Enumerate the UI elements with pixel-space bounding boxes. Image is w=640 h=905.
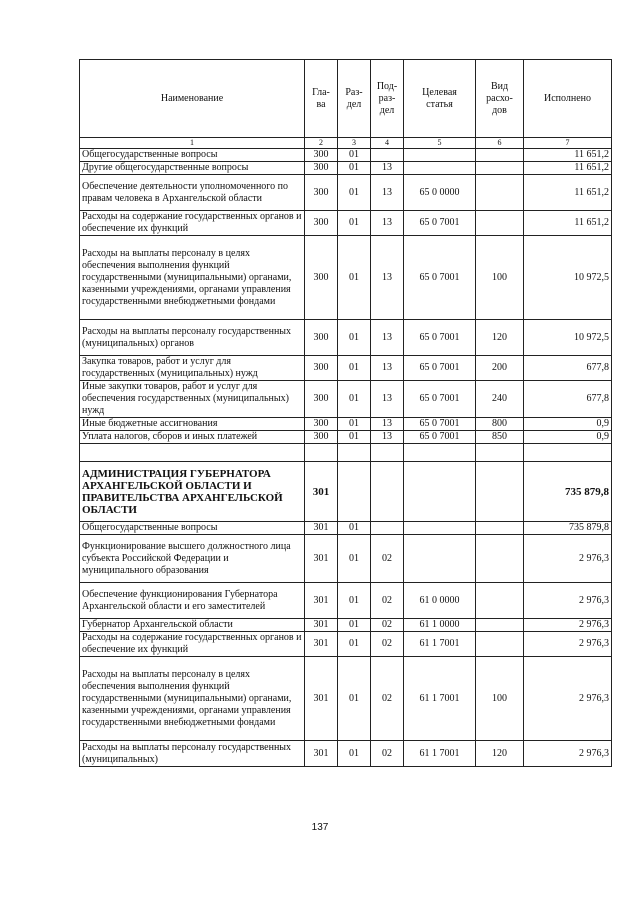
row-glava: 300 (305, 418, 338, 431)
row-razdel: 01 (338, 431, 371, 444)
row-name: Общегосударственные вопросы (80, 149, 305, 162)
row-celevaya: 65 0 7001 (404, 320, 476, 356)
row-glava: 301 (305, 741, 338, 767)
row-razdel: 01 (338, 320, 371, 356)
column-number: 5 (404, 138, 476, 149)
column-number: 6 (476, 138, 524, 149)
row-podrazdel: 13 (371, 381, 404, 418)
row-value: 11 651,2 (524, 162, 612, 175)
row-value (524, 444, 612, 462)
table-row (80, 162, 612, 175)
row-podrazdel: 02 (371, 583, 404, 619)
row-vid: 100 (476, 236, 524, 320)
row-glava: 301 (305, 632, 338, 657)
row-value: 10 972,5 (524, 236, 612, 320)
row-value: 735 879,8 (524, 462, 612, 522)
row-value: 11 651,2 (524, 149, 612, 162)
row-podrazdel (371, 462, 404, 522)
table-row (80, 418, 612, 431)
row-value: 0,9 (524, 431, 612, 444)
column-number: 7 (524, 138, 612, 149)
row-celevaya (404, 522, 476, 535)
row-name (80, 444, 305, 462)
row-name: Расходы на выплаты персоналу государственных (муниципальных) органов (80, 320, 305, 356)
row-vid: 120 (476, 741, 524, 767)
row-podrazdel (371, 522, 404, 535)
row-podrazdel: 13 (371, 162, 404, 175)
row-glava: 300 (305, 211, 338, 236)
row-podrazdel: 02 (371, 741, 404, 767)
row-podrazdel: 02 (371, 535, 404, 583)
row-value: 2 976,3 (524, 535, 612, 583)
row-razdel: 01 (338, 657, 371, 741)
table-row (80, 583, 612, 619)
row-value: 2 976,3 (524, 583, 612, 619)
row-value: 735 879,8 (524, 522, 612, 535)
table-row (80, 356, 612, 381)
row-celevaya: 65 0 7001 (404, 211, 476, 236)
row-razdel: 01 (338, 741, 371, 767)
row-vid (476, 444, 524, 462)
row-glava: 301 (305, 535, 338, 583)
header-name: Наименование (80, 60, 305, 138)
row-glava: 301 (305, 522, 338, 535)
row-name: Расходы на содержание государственных органов и обеспечение их функций (80, 632, 305, 657)
row-vid (476, 632, 524, 657)
row-celevaya (404, 444, 476, 462)
row-name: Обеспечение функционирования Губернатора Архангельской области и его заместителей (80, 583, 305, 619)
header-razdel: Раз- дел (338, 60, 371, 138)
table-row (80, 381, 612, 418)
row-celevaya (404, 535, 476, 583)
row-vid (476, 462, 524, 522)
row-vid: 200 (476, 356, 524, 381)
row-razdel: 01 (338, 418, 371, 431)
table-row (80, 619, 612, 632)
row-razdel (338, 444, 371, 462)
row-glava: 300 (305, 381, 338, 418)
row-podrazdel: 02 (371, 632, 404, 657)
header-ispolneno: Исполнено (524, 60, 612, 138)
row-celevaya: 65 0 7001 (404, 418, 476, 431)
table-row (80, 236, 612, 320)
row-value: 2 976,3 (524, 741, 612, 767)
row-vid: 100 (476, 657, 524, 741)
row-name: АДМИНИСТРАЦИЯ ГУБЕРНАТОРА АРХАНГЕЛЬСКОЙ ОБЛАСТИ И ПРАВИТЕЛЬСТВА АРХАНГЕЛЬСКОЙ ОБЛАСТИ (80, 462, 305, 522)
row-razdel: 01 (338, 632, 371, 657)
row-value: 2 976,3 (524, 657, 612, 741)
row-razdel: 01 (338, 522, 371, 535)
row-podrazdel (371, 149, 404, 162)
row-vid (476, 175, 524, 211)
column-number: 3 (338, 138, 371, 149)
row-name: Уплата налогов, сборов и иных платежей (80, 431, 305, 444)
row-glava: 301 (305, 462, 338, 522)
row-vid (476, 522, 524, 535)
row-celevaya: 65 0 7001 (404, 356, 476, 381)
header-podrazdel: Под- раз- дел (371, 60, 404, 138)
row-celevaya (404, 149, 476, 162)
row-vid: 240 (476, 381, 524, 418)
row-celevaya: 61 1 7001 (404, 657, 476, 741)
row-name: Иные закупки товаров, работ и услуг для обеспечения государственных (муниципальных) нужд (80, 381, 305, 418)
row-podrazdel: 13 (371, 356, 404, 381)
row-podrazdel: 13 (371, 431, 404, 444)
row-vid (476, 162, 524, 175)
row-glava: 300 (305, 356, 338, 381)
page-number: 137 (311, 822, 329, 833)
table-row (80, 175, 612, 211)
table-row (80, 741, 612, 767)
row-name: Иные бюджетные ассигнования (80, 418, 305, 431)
row-vid (476, 211, 524, 236)
row-celevaya: 65 0 7001 (404, 381, 476, 418)
row-celevaya: 61 1 0000 (404, 619, 476, 632)
row-vid: 850 (476, 431, 524, 444)
row-razdel: 01 (338, 583, 371, 619)
table-row (80, 522, 612, 535)
row-value: 677,8 (524, 381, 612, 418)
row-name: Расходы на выплаты персоналу государственных (муниципальных) (80, 741, 305, 767)
row-glava: 300 (305, 320, 338, 356)
row-razdel: 01 (338, 535, 371, 583)
row-podrazdel: 13 (371, 236, 404, 320)
row-value: 0,9 (524, 418, 612, 431)
table-row (80, 657, 612, 741)
row-value: 2 976,3 (524, 632, 612, 657)
row-glava (305, 444, 338, 462)
header-celevaya: Целевая статья (404, 60, 476, 138)
row-name: Общегосударственные вопросы (80, 522, 305, 535)
row-vid: 800 (476, 418, 524, 431)
row-value: 10 972,5 (524, 320, 612, 356)
row-glava: 300 (305, 236, 338, 320)
row-podrazdel: 13 (371, 418, 404, 431)
row-celevaya: 61 0 0000 (404, 583, 476, 619)
row-celevaya (404, 162, 476, 175)
row-razdel: 01 (338, 211, 371, 236)
row-razdel: 01 (338, 236, 371, 320)
row-celevaya (404, 462, 476, 522)
row-name: Расходы на содержание государственных органов и обеспечение их функций (80, 211, 305, 236)
table-row (80, 149, 612, 162)
table-body (80, 149, 612, 767)
row-name: Закупка товаров, работ и услуг для государственных (муниципальных) нужд (80, 356, 305, 381)
row-vid (476, 149, 524, 162)
table-row (80, 431, 612, 444)
row-razdel: 01 (338, 162, 371, 175)
row-podrazdel: 13 (371, 320, 404, 356)
row-glava: 300 (305, 175, 338, 211)
row-celevaya: 65 0 0000 (404, 175, 476, 211)
row-celevaya: 61 1 7001 (404, 741, 476, 767)
row-glava: 300 (305, 149, 338, 162)
row-name: Обеспечение деятельности уполномоченного по правам человека в Архангельской области (80, 175, 305, 211)
row-podrazdel: 02 (371, 619, 404, 632)
row-celevaya: 65 0 7001 (404, 236, 476, 320)
row-razdel: 01 (338, 381, 371, 418)
header-vid: Вид расхо- дов (476, 60, 524, 138)
row-name: Функционирование высшего должностного лица субъекта Российской Федерации и муниципального образования (80, 535, 305, 583)
row-value: 677,8 (524, 356, 612, 381)
row-glava: 300 (305, 162, 338, 175)
table-row (80, 462, 612, 522)
row-glava: 301 (305, 583, 338, 619)
row-value: 2 976,3 (524, 619, 612, 632)
header-glava: Гла- ва (305, 60, 338, 138)
header-row (80, 60, 612, 138)
row-name: Расходы на выплаты персоналу в целях обеспечения выполнения функций государственными (муниципальными) органами, казенными учреждениями, органами управления государственными внебюджетными фондами (80, 657, 305, 741)
column-number: 4 (371, 138, 404, 149)
column-number: 2 (305, 138, 338, 149)
row-razdel: 01 (338, 149, 371, 162)
budget-table (79, 59, 612, 767)
row-razdel: 01 (338, 356, 371, 381)
row-razdel: 01 (338, 619, 371, 632)
row-vid (476, 535, 524, 583)
table-row (80, 535, 612, 583)
row-razdel: 01 (338, 175, 371, 211)
row-podrazdel: 02 (371, 657, 404, 741)
row-podrazdel: 13 (371, 175, 404, 211)
row-glava: 301 (305, 657, 338, 741)
table-row (80, 444, 612, 462)
column-number: 1 (80, 138, 305, 149)
row-podrazdel: 13 (371, 211, 404, 236)
row-celevaya: 61 1 7001 (404, 632, 476, 657)
row-value: 11 651,2 (524, 175, 612, 211)
table-row (80, 320, 612, 356)
row-glava: 300 (305, 431, 338, 444)
row-vid (476, 619, 524, 632)
row-name: Расходы на выплаты персоналу в целях обеспечения выполнения функций государственными (муниципальными) органами, казенными учреждениями, органами управления государственными внебюджетными фондами (80, 236, 305, 320)
row-razdel (338, 462, 371, 522)
row-name: Другие общегосударственные вопросы (80, 162, 305, 175)
row-name: Губернатор Архангельской области (80, 619, 305, 632)
column-number-row (80, 138, 612, 149)
row-vid: 120 (476, 320, 524, 356)
row-value: 11 651,2 (524, 211, 612, 236)
table-row (80, 211, 612, 236)
row-vid (476, 583, 524, 619)
row-celevaya: 65 0 7001 (404, 431, 476, 444)
row-podrazdel (371, 444, 404, 462)
row-glava: 301 (305, 619, 338, 632)
table-row (80, 632, 612, 657)
